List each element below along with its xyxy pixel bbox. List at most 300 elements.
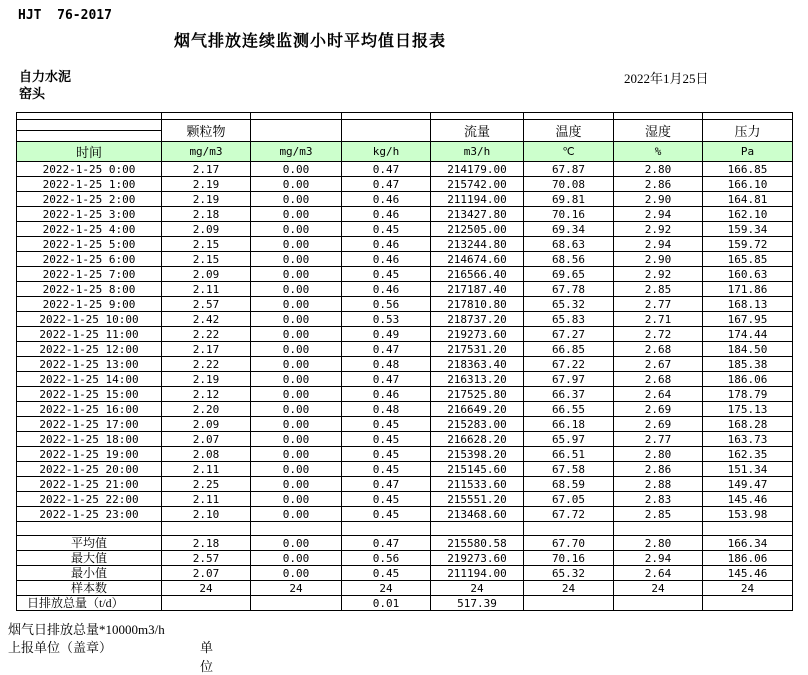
value-cell: 67.97: [524, 372, 614, 387]
value-cell: 0.00: [251, 402, 342, 417]
time-cell: 2022-1-25 3:00: [17, 207, 162, 222]
value-cell: 0.48: [342, 402, 431, 417]
value-cell: 2.15: [162, 252, 251, 267]
value-cell: 0.48: [342, 357, 431, 372]
value-cell: 0.47: [342, 536, 431, 551]
table-row: [17, 282, 793, 297]
value-cell: 2.94: [614, 237, 703, 252]
table-row: [17, 447, 793, 462]
value-cell: 2.67: [614, 357, 703, 372]
time-cell: 2022-1-25 15:00: [17, 387, 162, 402]
value-cell: 186.06: [703, 372, 793, 387]
value-cell: 0.00: [251, 387, 342, 402]
value-cell: 0.00: [251, 447, 342, 462]
value-cell: 219273.60: [431, 327, 524, 342]
value-cell: 0.00: [251, 477, 342, 492]
empty-cell: [614, 113, 703, 120]
value-cell: 2.19: [162, 192, 251, 207]
value-cell: 0.00: [251, 566, 342, 581]
value-cell: 68.63: [524, 237, 614, 252]
empty-cell: [431, 113, 524, 120]
summary-label-cell: 最大值: [17, 551, 162, 566]
value-cell: 24: [431, 581, 524, 596]
value-cell: 0.00: [251, 252, 342, 267]
value-cell: 0.00: [251, 222, 342, 237]
value-cell: 2.92: [614, 267, 703, 282]
table-row: [17, 402, 793, 417]
value-cell: 66.85: [524, 342, 614, 357]
value-cell: 66.18: [524, 417, 614, 432]
time-cell: 2022-1-25 8:00: [17, 282, 162, 297]
value-cell: 0.00: [251, 417, 342, 432]
value-cell: 2.19: [162, 372, 251, 387]
value-cell: 2.68: [614, 372, 703, 387]
value-cell: 2.77: [614, 432, 703, 447]
value-cell: 211194.00: [431, 192, 524, 207]
value-cell: 2.80: [614, 447, 703, 462]
table-row: [17, 492, 793, 507]
value-cell: 0.00: [251, 551, 342, 566]
value-cell: 217187.40: [431, 282, 524, 297]
empty-cell: [17, 131, 162, 142]
value-cell: 2.64: [614, 387, 703, 402]
value-cell: 186.06: [703, 551, 793, 566]
value-cell: 211194.00: [431, 566, 524, 581]
value-cell: [614, 596, 703, 611]
value-cell: 159.34: [703, 222, 793, 237]
value-cell: [162, 596, 251, 611]
value-cell: 0.53: [342, 312, 431, 327]
value-cell: 0.00: [251, 282, 342, 297]
value-cell: 215742.00: [431, 177, 524, 192]
value-cell: 68.56: [524, 252, 614, 267]
value-cell: 165.85: [703, 252, 793, 267]
value-cell: 0.45: [342, 492, 431, 507]
data-rows: [17, 162, 793, 522]
value-cell: 66.51: [524, 447, 614, 462]
value-cell: 214179.00: [431, 162, 524, 177]
time-cell: 2022-1-25 6:00: [17, 252, 162, 267]
column-header-particulate: 颗粒物: [162, 120, 251, 142]
value-cell: 175.13: [703, 402, 793, 417]
value-cell: 67.70: [524, 536, 614, 551]
value-cell: 219273.60: [431, 551, 524, 566]
value-cell: 70.16: [524, 551, 614, 566]
empty-cell: [17, 113, 162, 120]
value-cell: 2.83: [614, 492, 703, 507]
value-cell: 67.27: [524, 327, 614, 342]
table-row: [17, 357, 793, 372]
value-cell: 2.19: [162, 177, 251, 192]
value-cell: 2.25: [162, 477, 251, 492]
empty-cell: [17, 522, 162, 536]
value-cell: 0.45: [342, 447, 431, 462]
column-header-temperature: 温度: [524, 120, 614, 142]
report-date: 2022年1月25日: [624, 71, 709, 86]
value-cell: 2.80: [614, 536, 703, 551]
value-cell: 0.00: [251, 162, 342, 177]
time-cell: 2022-1-25 13:00: [17, 357, 162, 372]
table-row: [17, 372, 793, 387]
value-cell: 0.45: [342, 462, 431, 477]
footer-signature-row: [8, 637, 214, 674]
value-cell: 149.47: [703, 477, 793, 492]
time-cell: 2022-1-25 10:00: [17, 312, 162, 327]
value-cell: 2.86: [614, 177, 703, 192]
column-header-flow: 流量: [431, 120, 524, 142]
summary-row: [17, 596, 793, 611]
value-cell: 67.05: [524, 492, 614, 507]
doc-code: HJT 76-2017: [18, 8, 112, 23]
column-header-pressure: 压力: [703, 120, 793, 142]
empty-cell: [342, 113, 431, 120]
value-cell: 67.58: [524, 462, 614, 477]
value-cell: 2.20: [162, 402, 251, 417]
value-cell: 145.46: [703, 492, 793, 507]
column-header-blank-2: [342, 120, 431, 142]
empty-cell: [614, 522, 703, 536]
value-cell: 0.00: [251, 507, 342, 522]
value-cell: 159.72: [703, 237, 793, 252]
time-cell: 2022-1-25 2:00: [17, 192, 162, 207]
unit-cell: kg/h: [342, 142, 431, 162]
empty-cell: [162, 113, 251, 120]
value-cell: 184.50: [703, 342, 793, 357]
value-cell: 0.00: [251, 492, 342, 507]
time-cell: 2022-1-25 12:00: [17, 342, 162, 357]
value-cell: 212505.00: [431, 222, 524, 237]
value-cell: 65.97: [524, 432, 614, 447]
value-cell: 171.86: [703, 282, 793, 297]
table-header: [17, 113, 793, 162]
value-cell: 0.45: [342, 417, 431, 432]
summary-row: [17, 581, 793, 596]
value-cell: 2.71: [614, 312, 703, 327]
time-cell: 2022-1-25 19:00: [17, 447, 162, 462]
value-cell: 2.11: [162, 462, 251, 477]
value-cell: 0.56: [342, 297, 431, 312]
value-cell: 0.47: [342, 162, 431, 177]
empty-cell: [524, 522, 614, 536]
time-cell: 2022-1-25 11:00: [17, 327, 162, 342]
value-cell: 0.47: [342, 477, 431, 492]
value-cell: 0.46: [342, 237, 431, 252]
value-cell: 0.00: [251, 432, 342, 447]
summary-label-cell: 日排放总量（t/d）: [17, 596, 162, 611]
value-cell: 517.39: [431, 596, 524, 611]
empty-cell: [342, 522, 431, 536]
table-row: [17, 207, 793, 222]
value-cell: 2.22: [162, 357, 251, 372]
value-cell: 218737.20: [431, 312, 524, 327]
company-name: 自力水泥: [19, 69, 72, 84]
value-cell: 215398.20: [431, 447, 524, 462]
station-name: 窑头: [19, 86, 46, 101]
table-row: [17, 477, 793, 492]
value-cell: 70.16: [524, 207, 614, 222]
time-cell: 2022-1-25 0:00: [17, 162, 162, 177]
time-cell: 2022-1-25 22:00: [17, 492, 162, 507]
value-cell: 216566.40: [431, 267, 524, 282]
page-title: 烟气排放连续监测小时平均值日报表: [173, 33, 446, 50]
value-cell: 68.59: [524, 477, 614, 492]
value-cell: 215551.20: [431, 492, 524, 507]
empty-cell: [431, 522, 524, 536]
value-cell: 178.79: [703, 387, 793, 402]
value-cell: 2.09: [162, 267, 251, 282]
value-cell: 0.45: [342, 507, 431, 522]
emission-total-note: 烟气日排放总量*10000m3/h: [8, 622, 165, 637]
value-cell: 2.17: [162, 342, 251, 357]
value-cell: 2.07: [162, 566, 251, 581]
value-cell: 215580.58: [431, 536, 524, 551]
value-cell: 2.18: [162, 536, 251, 551]
table-row: [17, 417, 793, 432]
header-spacer-row: [17, 113, 793, 120]
value-cell: 2.11: [162, 492, 251, 507]
value-cell: 0.56: [342, 551, 431, 566]
value-cell: 0.46: [342, 282, 431, 297]
value-cell: 2.77: [614, 297, 703, 312]
value-cell: 216313.20: [431, 372, 524, 387]
value-cell: [703, 596, 793, 611]
value-cell: 217525.80: [431, 387, 524, 402]
value-cell: 162.35: [703, 447, 793, 462]
value-cell: 0.00: [251, 462, 342, 477]
value-cell: 24: [342, 581, 431, 596]
value-cell: 0.45: [342, 566, 431, 581]
value-cell: 213427.80: [431, 207, 524, 222]
table-row: [17, 327, 793, 342]
value-cell: 160.63: [703, 267, 793, 282]
time-cell: 2022-1-25 20:00: [17, 462, 162, 477]
value-cell: 0.46: [342, 252, 431, 267]
table-row: [17, 192, 793, 207]
empty-cell: [524, 113, 614, 120]
value-cell: 2.42: [162, 312, 251, 327]
value-cell: 213244.80: [431, 237, 524, 252]
unit-label: 单位: [200, 640, 214, 674]
value-cell: 185.38: [703, 357, 793, 372]
value-cell: 166.85: [703, 162, 793, 177]
value-cell: 164.81: [703, 192, 793, 207]
summary-spacer: [17, 522, 793, 536]
value-cell: 65.32: [524, 297, 614, 312]
table-row: [17, 237, 793, 252]
value-cell: 0.47: [342, 177, 431, 192]
value-cell: 2.17: [162, 162, 251, 177]
value-cell: 69.34: [524, 222, 614, 237]
table-row: [17, 312, 793, 327]
value-cell: 24: [703, 581, 793, 596]
value-cell: 2.88: [614, 477, 703, 492]
summary-row: [17, 536, 793, 551]
table-row: [17, 387, 793, 402]
value-cell: 66.55: [524, 402, 614, 417]
time-cell: 2022-1-25 23:00: [17, 507, 162, 522]
empty-cell: [17, 120, 162, 131]
value-cell: 0.00: [251, 237, 342, 252]
value-cell: 2.08: [162, 447, 251, 462]
value-cell: 0.46: [342, 192, 431, 207]
spacer-row: [17, 522, 793, 536]
unit-cell: Pa: [703, 142, 793, 162]
empty-cell: [703, 113, 793, 120]
value-cell: 2.72: [614, 327, 703, 342]
value-cell: 174.44: [703, 327, 793, 342]
empty-cell: [162, 522, 251, 536]
value-cell: 0.47: [342, 342, 431, 357]
table-row: [17, 252, 793, 267]
value-cell: 0.47: [342, 372, 431, 387]
value-cell: 167.95: [703, 312, 793, 327]
value-cell: 211533.60: [431, 477, 524, 492]
value-cell: 153.98: [703, 507, 793, 522]
value-cell: 2.92: [614, 222, 703, 237]
value-cell: 67.87: [524, 162, 614, 177]
value-cell: 2.94: [614, 207, 703, 222]
time-column-header: 时间: [17, 142, 162, 162]
summary-label-cell: 样本数: [17, 581, 162, 596]
value-cell: 0.01: [342, 596, 431, 611]
value-cell: 0.45: [342, 432, 431, 447]
summary-label-cell: 平均值: [17, 536, 162, 551]
table-row: [17, 462, 793, 477]
time-cell: 2022-1-25 17:00: [17, 417, 162, 432]
summary-label-cell: 最小值: [17, 566, 162, 581]
time-cell: 2022-1-25 9:00: [17, 297, 162, 312]
value-cell: 2.85: [614, 507, 703, 522]
table-row: [17, 162, 793, 177]
value-cell: 215145.60: [431, 462, 524, 477]
table-row: [17, 177, 793, 192]
time-cell: 2022-1-25 5:00: [17, 237, 162, 252]
group-header-row: [17, 120, 793, 131]
empty-cell: [251, 522, 342, 536]
value-cell: 0.00: [251, 327, 342, 342]
time-cell: 2022-1-25 14:00: [17, 372, 162, 387]
unit-cell: mg/m3: [251, 142, 342, 162]
value-cell: 0.49: [342, 327, 431, 342]
value-cell: 217810.80: [431, 297, 524, 312]
value-cell: 2.22: [162, 327, 251, 342]
value-cell: 2.10: [162, 507, 251, 522]
value-cell: 69.81: [524, 192, 614, 207]
summary-row: [17, 551, 793, 566]
unit-cell: mg/m3: [162, 142, 251, 162]
value-cell: 0.00: [251, 357, 342, 372]
value-cell: 2.09: [162, 417, 251, 432]
value-cell: 0.45: [342, 222, 431, 237]
value-cell: 2.09: [162, 222, 251, 237]
value-cell: 145.46: [703, 566, 793, 581]
value-cell: 2.64: [614, 566, 703, 581]
time-cell: 2022-1-25 21:00: [17, 477, 162, 492]
value-cell: [251, 596, 342, 611]
value-cell: 0.00: [251, 372, 342, 387]
value-cell: 2.18: [162, 207, 251, 222]
value-cell: 2.12: [162, 387, 251, 402]
value-cell: 216628.20: [431, 432, 524, 447]
value-cell: 2.80: [614, 162, 703, 177]
value-cell: 216649.20: [431, 402, 524, 417]
value-cell: 213468.60: [431, 507, 524, 522]
value-cell: 168.13: [703, 297, 793, 312]
value-cell: [524, 596, 614, 611]
value-cell: 2.57: [162, 297, 251, 312]
value-cell: 215283.00: [431, 417, 524, 432]
value-cell: 2.90: [614, 252, 703, 267]
column-header-blank-1: [251, 120, 342, 142]
value-cell: 24: [162, 581, 251, 596]
table-row: [17, 507, 793, 522]
value-cell: 67.72: [524, 507, 614, 522]
value-cell: 2.15: [162, 237, 251, 252]
time-cell: 2022-1-25 4:00: [17, 222, 162, 237]
column-header-humidity: 湿度: [614, 120, 703, 142]
value-cell: 2.07: [162, 432, 251, 447]
value-cell: 2.94: [614, 551, 703, 566]
value-cell: 162.10: [703, 207, 793, 222]
unit-cell: ℃: [524, 142, 614, 162]
value-cell: 166.10: [703, 177, 793, 192]
value-cell: 151.34: [703, 462, 793, 477]
empty-cell: [703, 522, 793, 536]
value-cell: 0.00: [251, 312, 342, 327]
report-table: [16, 112, 793, 611]
value-cell: 2.86: [614, 462, 703, 477]
table-row: [17, 297, 793, 312]
time-cell: 2022-1-25 16:00: [17, 402, 162, 417]
time-cell: 2022-1-25 7:00: [17, 267, 162, 282]
table-row: [17, 342, 793, 357]
value-cell: 67.78: [524, 282, 614, 297]
value-cell: 214674.60: [431, 252, 524, 267]
value-cell: 217531.20: [431, 342, 524, 357]
value-cell: 0.00: [251, 267, 342, 282]
value-cell: 65.32: [524, 566, 614, 581]
value-cell: 166.34: [703, 536, 793, 551]
value-cell: 2.85: [614, 282, 703, 297]
value-cell: 2.11: [162, 282, 251, 297]
table-row: [17, 432, 793, 447]
value-cell: 0.00: [251, 536, 342, 551]
value-cell: 0.45: [342, 267, 431, 282]
value-cell: 0.46: [342, 207, 431, 222]
value-cell: 2.57: [162, 551, 251, 566]
value-cell: 24: [251, 581, 342, 596]
unit-cell: m3/h: [431, 142, 524, 162]
value-cell: 65.83: [524, 312, 614, 327]
value-cell: 2.69: [614, 402, 703, 417]
unit-cell: %: [614, 142, 703, 162]
value-cell: 0.00: [251, 207, 342, 222]
time-cell: 2022-1-25 1:00: [17, 177, 162, 192]
value-cell: 24: [614, 581, 703, 596]
unit-header-row: [17, 142, 793, 162]
value-cell: 0.46: [342, 387, 431, 402]
summary-rows: [17, 536, 793, 611]
value-cell: 2.68: [614, 342, 703, 357]
empty-cell: [251, 113, 342, 120]
time-cell: 2022-1-25 18:00: [17, 432, 162, 447]
value-cell: 0.00: [251, 177, 342, 192]
value-cell: 70.08: [524, 177, 614, 192]
value-cell: 163.73: [703, 432, 793, 447]
value-cell: 0.00: [251, 192, 342, 207]
value-cell: 218363.40: [431, 357, 524, 372]
value-cell: 2.69: [614, 417, 703, 432]
